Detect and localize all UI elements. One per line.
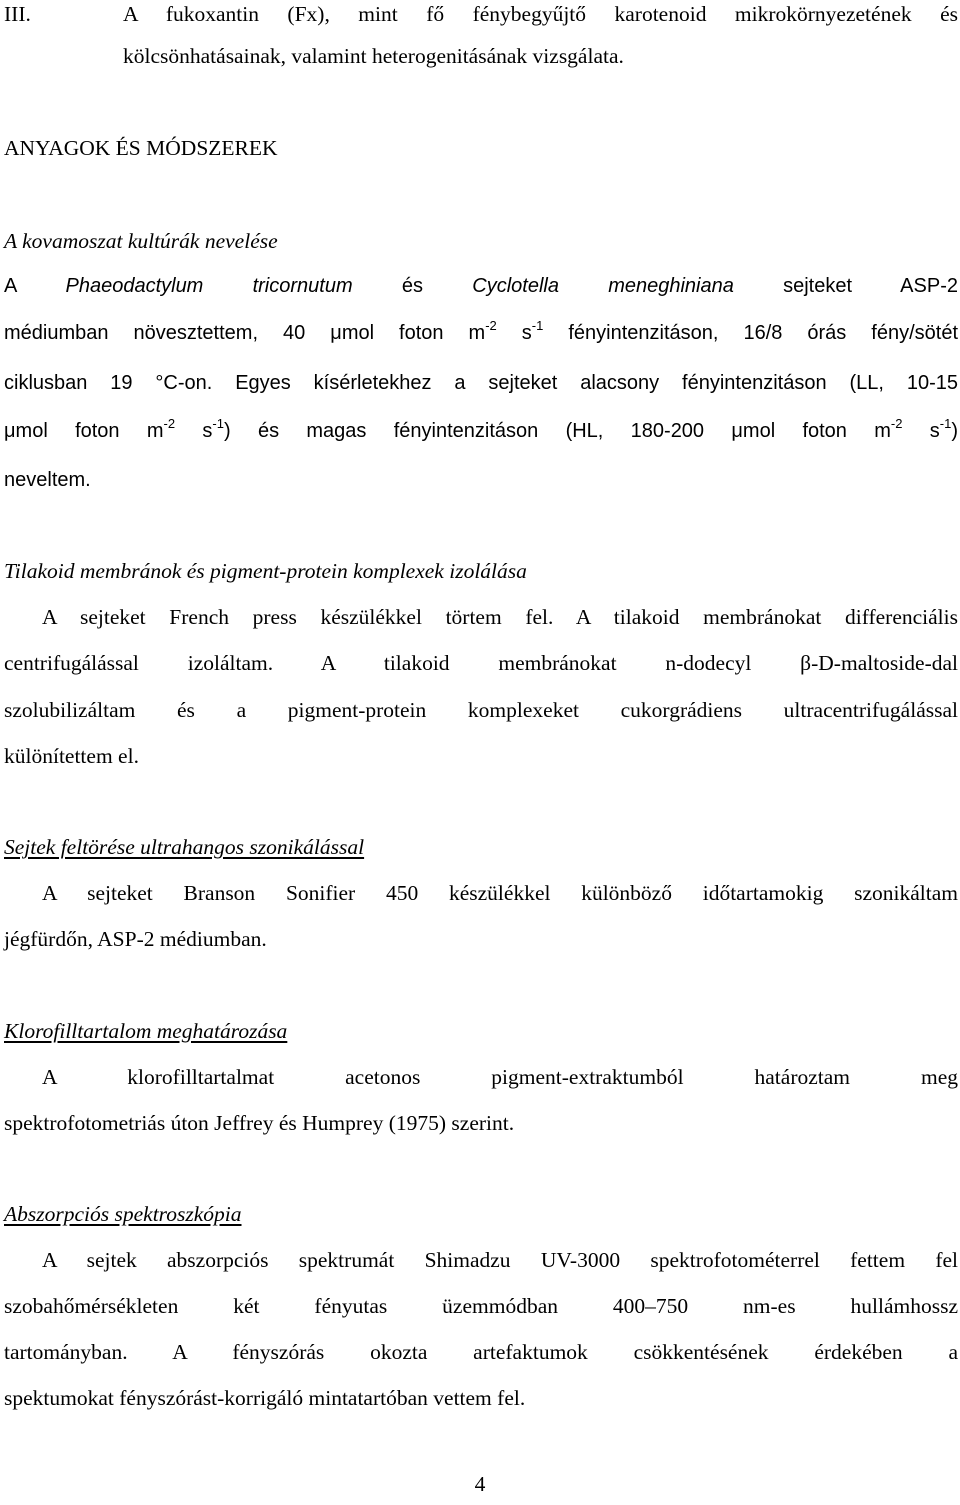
text-span: és	[352, 275, 473, 297]
chlorophyll-line-2: spektrofotometriás úton Jeffrey és Humprey (1975) szerint.	[4, 1111, 515, 1135]
text-span: sejteket ASP-2	[733, 275, 958, 297]
section-title-line-1: A fukoxantin (Fx), mint fő fénybegyűjtő karotenoid mikrokörnyezetének és	[123, 2, 958, 26]
beta-symbol: β	[800, 651, 812, 675]
chlorophyll-line-1: A klorofilltartalmat acetonos pigment-extraktumból határoztam meg	[42, 1065, 958, 1089]
superscript: -2	[890, 416, 903, 431]
culture-line-5: neveltem.	[4, 469, 91, 491]
text-span: mol foton m	[742, 420, 891, 442]
sonication-line-1: A sejteket Branson Sonifier 450 készülékkel különböző időtartamokig szonikáltam	[42, 881, 958, 905]
text-span: s	[902, 420, 940, 442]
sonication-line-2: jégfürdőn, ASP-2 médiumban.	[4, 927, 267, 951]
species-name: Phaeodactylum tricornutum	[65, 275, 353, 297]
text-span: mol foton m	[15, 420, 164, 442]
subsection-heading-chlorophyll: Klorofilltartalom meghatározása	[4, 1019, 288, 1043]
section-number: III.	[4, 2, 31, 26]
text-span: centrifugálással izoláltam. A tilakoid membránokat n-dodecyl	[4, 651, 801, 675]
text-span: s	[496, 322, 532, 344]
text-span: médiumban növesztettem, 40	[4, 322, 331, 344]
subsection-heading-culture: A kovamoszat kultúrák nevelése	[4, 229, 278, 253]
mu-symbol: μ	[4, 420, 16, 442]
section-title-line-2: kölcsönhatásainak, valamint heterogenitásának vizsgálata.	[123, 44, 624, 68]
absorption-line-3: tartományban. A fényszórás okozta artefaktumok csökkentésének érdekében a	[4, 1340, 958, 1364]
absorption-line-4: spektumokat fényszórást-korrigáló mintatartóban vettem fel.	[4, 1386, 526, 1410]
superscript: -1	[531, 318, 544, 333]
text-span: )	[951, 420, 959, 442]
text-span: A	[4, 275, 66, 297]
culture-line-4	[4, 417, 958, 445]
thylakoid-line-1: A sejteket French press készülékkel törtem fel. A tilakoid membránokat differenciális	[42, 605, 958, 629]
subsection-heading-thylakoid: Tilakoid membránok és pigment-protein komplexek izolálása	[4, 559, 527, 583]
culture-line-3: ciklusban 19 °C-on. Egyes kísérletekhez a sejteket alacsony fényintenzitáson (LL, 10-15	[4, 372, 958, 394]
subsection-heading-absorption: Abszorpciós spektroszkópia	[4, 1202, 242, 1226]
mu-symbol: μ	[330, 322, 342, 344]
absorption-line-2: szobahőmérsékleten két fényutas üzemmódban 400–750 nm-es hullámhossz	[4, 1294, 958, 1318]
page-number: 4	[474, 1472, 486, 1496]
mu-symbol: μ	[731, 420, 743, 442]
culture-line-2	[4, 319, 958, 347]
thylakoid-line-3: szolubilizáltam és a pigment-protein komplexeket cukorgrádiens ultracentrifugálással	[4, 698, 958, 722]
text-span: s	[175, 420, 213, 442]
culture-line-1	[4, 272, 958, 300]
thylakoid-line-4: különítettem el.	[4, 744, 139, 768]
superscript: -2	[163, 416, 176, 431]
text-span: mol foton m	[341, 322, 486, 344]
text-span: fényintenzitáson, 16/8 órás fény/sötét	[543, 322, 959, 344]
species-name: Cyclotella meneghiniana	[472, 275, 734, 297]
superscript: -1	[939, 416, 952, 431]
superscript: -2	[485, 318, 497, 333]
superscript: -1	[212, 416, 224, 431]
subsection-heading-sonication: Sejtek feltörése ultrahangos szonikálással	[4, 835, 365, 859]
thylakoid-line-2	[4, 649, 958, 677]
absorption-line-1: A sejtek abszorpciós spektrumát Shimadzu UV-3000 spektrofotométerrel fettem fel	[42, 1248, 958, 1272]
text-span: ) és magas fényintenzitáson (HL, 180-200	[223, 420, 732, 442]
text-span: -D-maltoside-dal	[811, 651, 958, 675]
methods-heading: ANYAGOK ÉS MÓDSZEREK	[4, 136, 278, 160]
